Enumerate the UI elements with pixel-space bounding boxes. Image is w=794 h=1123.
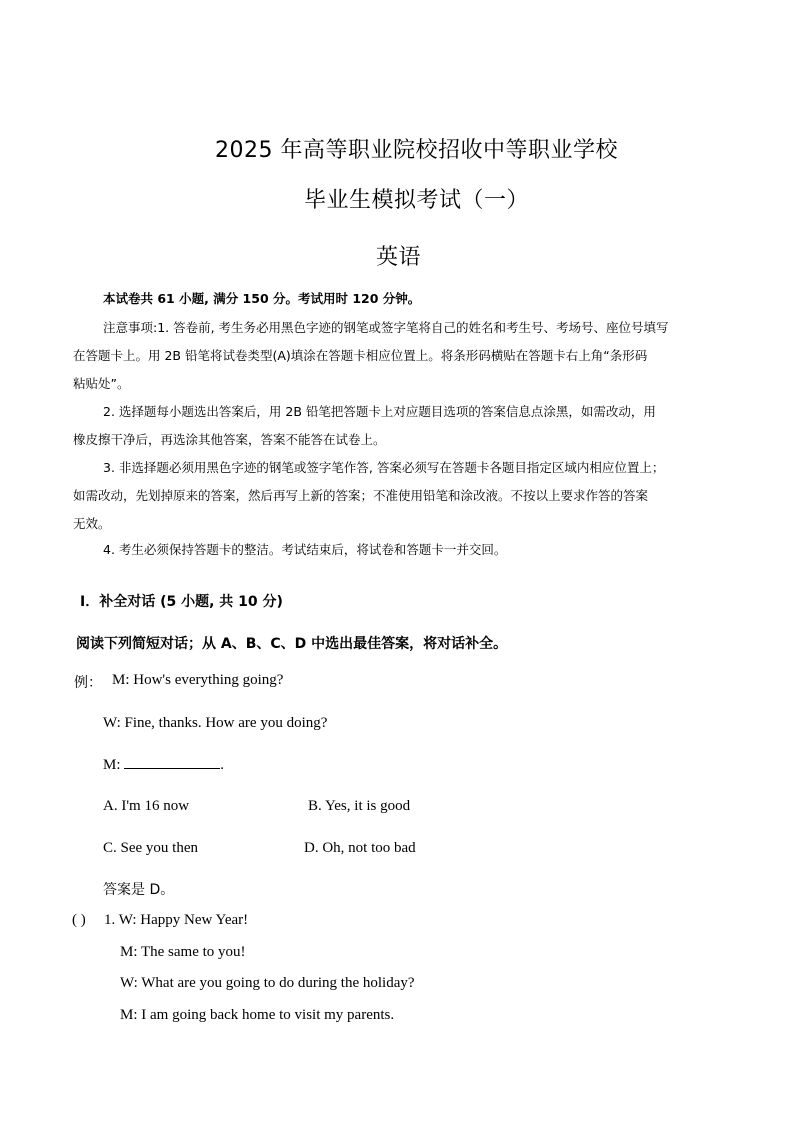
note-1-line-3: 粘贴处”。 — [73, 376, 130, 391]
answer-bracket: ( ) — [72, 912, 86, 928]
section-instruction: 阅读下列简短对话；从 A、B、C、D 中选出最佳答案，将对话补全。 — [76, 636, 508, 652]
note-3-line-2: 如需改动，先划掉原来的答案，然后再写上新的答案；不准使用铅笔和涂改液。不按以上要求作答的答案 — [73, 488, 649, 503]
note-2-line-1: 2. 选择题每小题选出答案后，用 2B 铅笔把答题卡上对应题目选项的答案信息点涂黑，如需改动，用 — [103, 404, 656, 419]
note-1-line-1: 注意事项:1. 答卷前, 考生务必用黑色字迹的钢笔或签字笔将自己的姓名和考生号、考场号、座位号填写 — [103, 320, 669, 335]
q1-line-4: M: I am going back home to visit my parents. — [120, 1007, 395, 1023]
note-2-line-2: 橡皮擦干净后，再选涂其他答案，答案不能答在试卷上。 — [73, 432, 386, 447]
title-line-2: 毕业生模拟考试（一） — [304, 188, 530, 213]
note-3-line-1: 3. 非选择题必须用黑色字迹的钢笔或签字笔作答, 答案必须写在答题卡各题目指定区域内相应位置上； — [103, 460, 665, 475]
example-line-2: W: Fine, thanks. How are you doing? — [103, 715, 328, 731]
q1-line-1: 1. W: Happy New Year! — [104, 912, 249, 928]
example-line-3-suffix: . — [220, 757, 225, 773]
title-line-1: 2025 年高等职业院校招收中等职业学校 — [215, 138, 618, 163]
note-4-line-1: 4. 考生必须保持答题卡的整洁。考试结束后，将试卷和答题卡一并交回。 — [103, 542, 507, 557]
exam-summary: 本试卷共 61 小题, 满分 150 分。考试用时 120 分钟。 — [103, 291, 421, 306]
option-c: C. See you then — [103, 840, 198, 856]
q1-line-3: W: What are you going to do during the holiday? — [120, 975, 415, 991]
option-a: A. I'm 16 now — [103, 798, 190, 814]
option-b: B. Yes, it is good — [308, 798, 411, 814]
note-3-line-3: 无效。 — [73, 516, 111, 531]
example-label: 例： — [74, 675, 102, 691]
example-line-3 — [103, 756, 224, 774]
example-line-1: M: How's everything going? — [112, 672, 284, 688]
q1-line-2: M: The same to you! — [120, 944, 246, 960]
example-line-3-prefix: M: — [103, 757, 125, 773]
answer-blank — [124, 756, 220, 769]
option-d: D. Oh, not too bad — [304, 840, 416, 856]
example-answer: 答案是 D。 — [103, 882, 175, 898]
note-1-line-2: 在答题卡上。用 2B 铅笔将试卷类型(A)填涂在答题卡相应位置上。将条形码横贴在答题卡右上角“条形码 — [73, 348, 648, 363]
subject-title: 英语 — [376, 245, 422, 270]
section-heading: Ⅰ．补全对话 (5 小题, 共 10 分) — [80, 594, 283, 610]
